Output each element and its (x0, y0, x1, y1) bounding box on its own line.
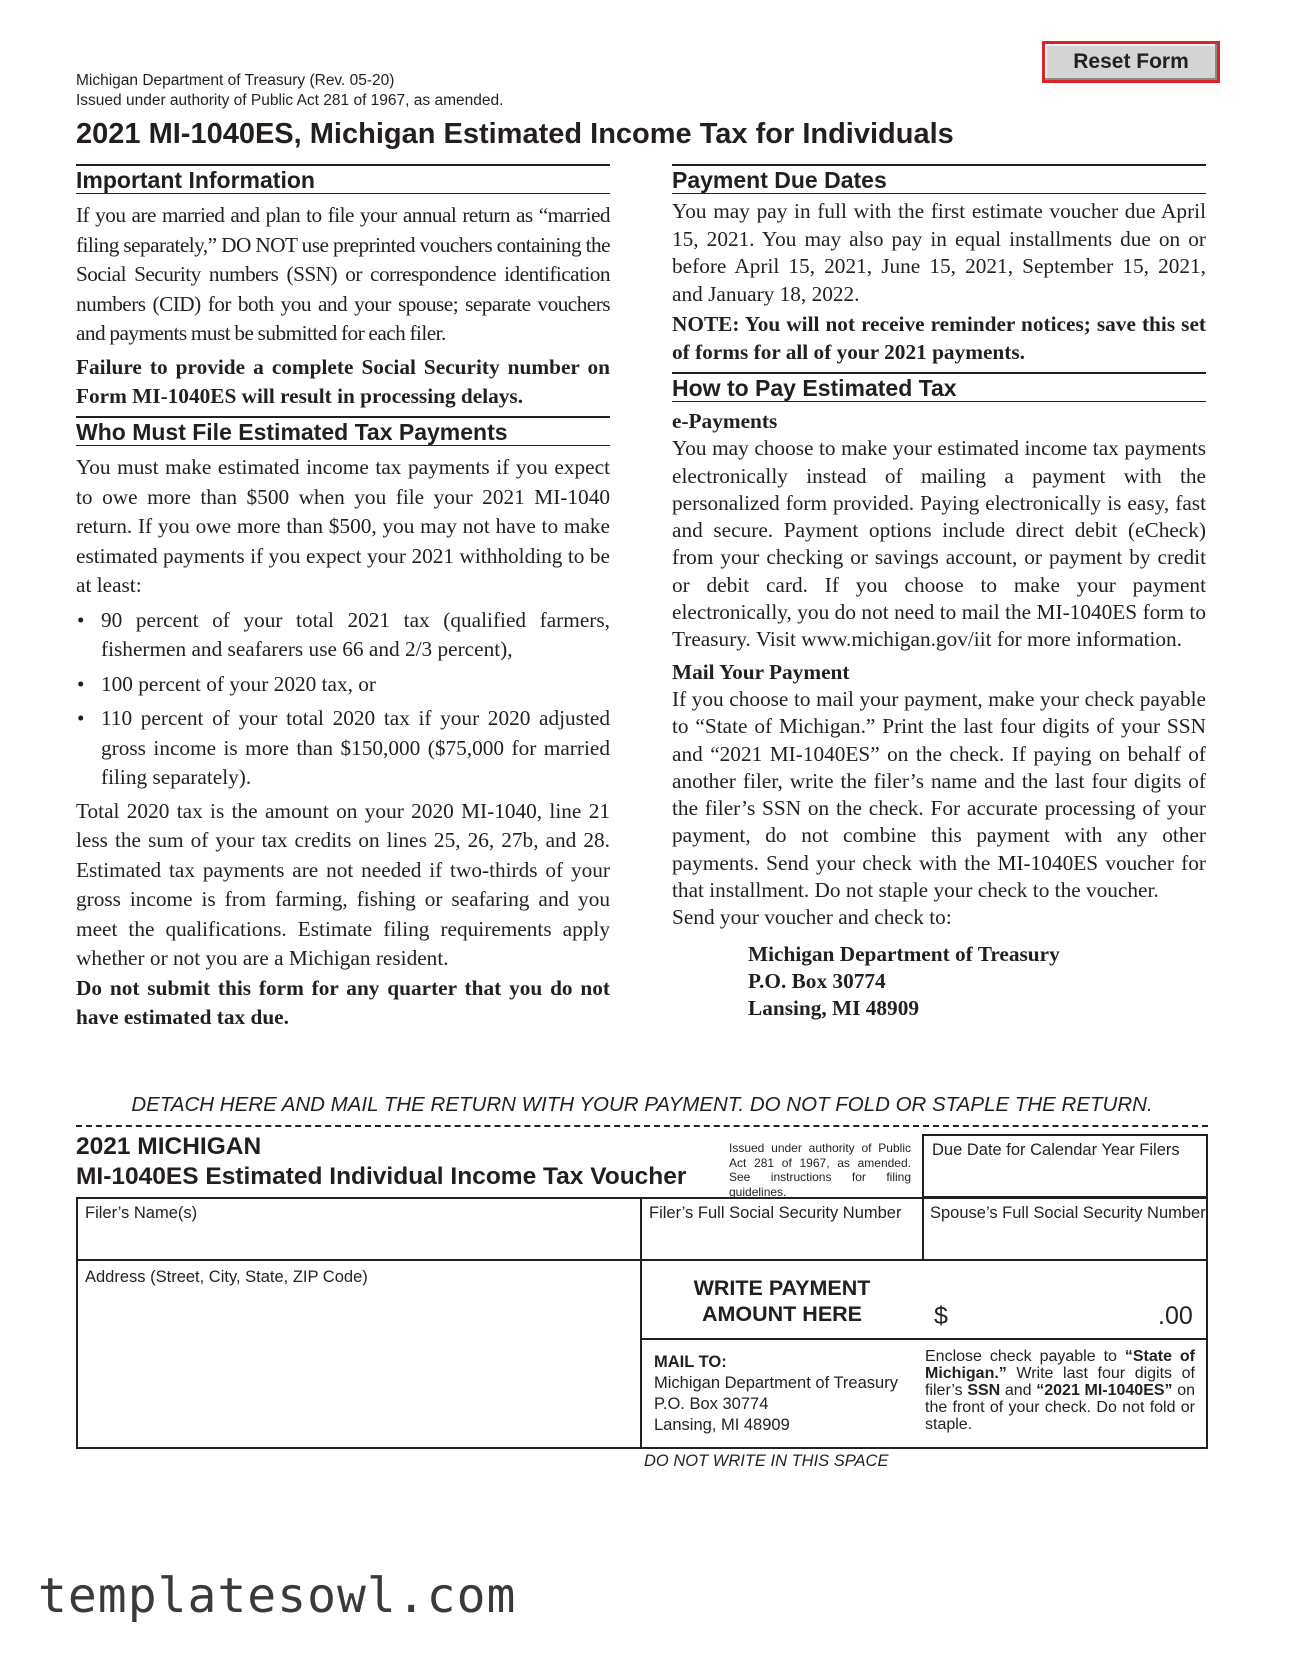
who-must-file-heading: Who Must File Estimated Tax Payments (76, 416, 610, 446)
do-not-write-notice: DO NOT WRITE IN THIS SPACE (644, 1452, 889, 1470)
enclose-text: Enclose check payable to (925, 1348, 1125, 1365)
department-revision-line: Michigan Department of Treasury (Rev. 05-20) (76, 72, 395, 89)
no-quarter-warning: Do not submit this form for any quarter that you do not have estimated tax due. (76, 975, 610, 1029)
ssn-warning-paragraph: Failure to provide a complete Social Security number on Form MI-1040ES will result in processing delays. (76, 354, 610, 408)
due-dates-paragraph: You may pay in full with the first estimate voucher due April 15, 2021. You may also pay in equal installments due on or before April 15, 2021, June 15, 2021, September 15, 2021, and January 18, 2022. (672, 199, 1206, 306)
payment-due-dates-heading: Payment Due Dates (672, 164, 1206, 194)
spouse-ssn-field[interactable] (924, 1224, 1206, 1258)
voucher-title: MI-1040ES Estimated Individual Income Tax Voucher (76, 1163, 687, 1190)
address-line: Lansing, MI 48909 (748, 996, 919, 1021)
mail-to-line: Lansing, MI 48909 (654, 1416, 790, 1434)
enclose-ssn: SSN (967, 1382, 1001, 1399)
mail-to-line: P.O. Box 30774 (654, 1395, 769, 1413)
payment-amount-field[interactable] (960, 1296, 1160, 1332)
important-information-heading: Important Information (76, 164, 610, 194)
address-label: Address (Street, City, State, ZIP Code) (85, 1268, 368, 1286)
e-payments-paragraph: You may choose to make your estimated income tax payments electronically instead of mailing a payment with the personalized form provided. Paying electronically is easy, fast and secure. Payment options include direct debit (eCheck) from your checking or savings account, or payment by credit or debit card. If you choose to make your payment electronically, you do not need to mail the MI-1040ES form to Treasury. Visit www.michigan.gov/iit for more information. (672, 436, 1206, 652)
enclose-payee: “State of Michigan.” (925, 1348, 1196, 1382)
voucher-authority-note: Issued under authority of Public Act 281 of 1967, as amended. See instructions for filing guidelines. (729, 1141, 911, 1199)
payment-amount-label-line: AMOUNT HERE (701, 1302, 863, 1326)
filer-ssn-label: Filer’s Full Social Security Number (649, 1204, 902, 1222)
mail-to-line: Michigan Department of Treasury (654, 1374, 898, 1392)
payment-due-dates-body (672, 198, 1206, 366)
grid-divider (76, 1259, 1208, 1261)
list-item: • 90 percent of your total 2021 tax (qualified farmers, fishermen and seafarers use 66 and 2/3 percent), (76, 606, 610, 665)
who-must-file-body (76, 453, 610, 1033)
detach-dashed-line (76, 1125, 1208, 1127)
withholding-threshold-list (76, 606, 610, 793)
spouse-ssn-label: Spouse’s Full Social Security Number (930, 1204, 1206, 1222)
grid-divider (640, 1338, 1208, 1340)
mail-payment-paragraph: If you choose to mail your payment, make your check payable to “State of Michigan.” Print the last four digits of your SSN and “2021 MI-1040ES” on the check. If paying on behalf of another filer, write the filer’s name and the last four digits of the filer’s SSN on the check. For accurate processing of your payment, do not combine this payment with any other payments. Send your check with the MI-1040ES voucher for that installment. Do not staple your check to the voucher. (672, 686, 1206, 903)
payment-amount-label (642, 1275, 922, 1327)
treasury-mailing-address (748, 941, 1206, 1023)
mail-to-heading: MAIL TO: (654, 1353, 727, 1371)
filer-name-label: Filer’s Name(s) (85, 1204, 198, 1222)
list-item: • 110 percent of your total 2020 tax if your 2020 adjusted gross income is more than $150,000 ($75,000 for married filing separately). (76, 704, 610, 793)
enclose-check-instruction (925, 1348, 1195, 1433)
enclose-form-id: “2021 MI-1040ES” (1036, 1382, 1173, 1399)
filer-name-field[interactable] (78, 1224, 638, 1258)
address-line: P.O. Box 30774 (748, 968, 886, 993)
dollar-sign: $ (934, 1302, 948, 1330)
address-field[interactable] (78, 1290, 638, 1446)
detach-instruction: DETACH HERE AND MAIL THE RETURN WITH YOUR PAYMENT. DO NOT FOLD OR STAPLE THE RETURN. (131, 1093, 1153, 1116)
married-filing-separately-paragraph: If you are married and plan to file your annual return as “married filing separately,” DO NOT use preprinted vouchers containing the Social Security numbers (SSN) or correspondence identification numbers (CID) for both you and your spouse; separate vouchers and payments must be submitted for each filer. (76, 203, 610, 345)
reminder-note: NOTE: You will not receive reminder notices; save this set of forms for all of your 2021 payments. (672, 312, 1206, 364)
cents-label: .00 (1158, 1302, 1193, 1330)
filer-ssn-field[interactable] (642, 1224, 920, 1258)
voucher-mail-to (654, 1352, 898, 1436)
due-date-label: Due Date for Calendar Year Filers (932, 1141, 1180, 1159)
watermark: templatesowl.com (38, 1568, 517, 1624)
how-to-pay-heading: How to Pay Estimated Tax (672, 372, 1206, 402)
enclose-text: on the front of your check. Do not fold or staple. (925, 1382, 1196, 1433)
payment-amount-label-line: WRITE PAYMENT (693, 1276, 871, 1300)
voucher-title-year: 2021 MICHIGAN (76, 1133, 262, 1160)
authority-line: Issued under authority of Public Act 281 of 1967, as amended. (76, 92, 504, 109)
how-to-pay-body (672, 408, 1206, 1023)
list-item: • 100 percent of your 2020 tax, or (76, 670, 610, 700)
page-title: 2021 MI-1040ES, Michigan Estimated Income Tax for Individuals (76, 118, 954, 150)
enclose-text: and (1000, 1382, 1037, 1399)
address-line: Michigan Department of Treasury (748, 941, 1060, 966)
important-information-body (76, 201, 610, 412)
reset-form-button[interactable]: Reset Form (1042, 41, 1220, 83)
e-payments-heading: e-Payments (672, 409, 778, 433)
mail-payment-heading: Mail Your Payment (672, 659, 850, 684)
total-tax-paragraph: Total 2020 tax is the amount on your 2020 MI-1040, line 21 less the sum of your tax credits on lines 25, 26, 27b, and 28. Estimated tax payments are not needed if two-thirds of your gross income is from farming, fishing or seafaring and you meet the qualifications. Estimate filing requirements apply whether or not you are a Michigan resident. (76, 798, 610, 970)
send-to-line: Send your voucher and check to: (672, 905, 952, 930)
who-must-file-paragraph: You must make estimated income tax payments if you expect to owe more than $500 when you file your 2021 MI-1040 return. If you owe more than $500, you may not have to make estimated payments if you expect your 2021 withholding to be at least: (76, 455, 610, 597)
enclose-text: Write last four digits of filer’s (925, 1365, 1195, 1399)
